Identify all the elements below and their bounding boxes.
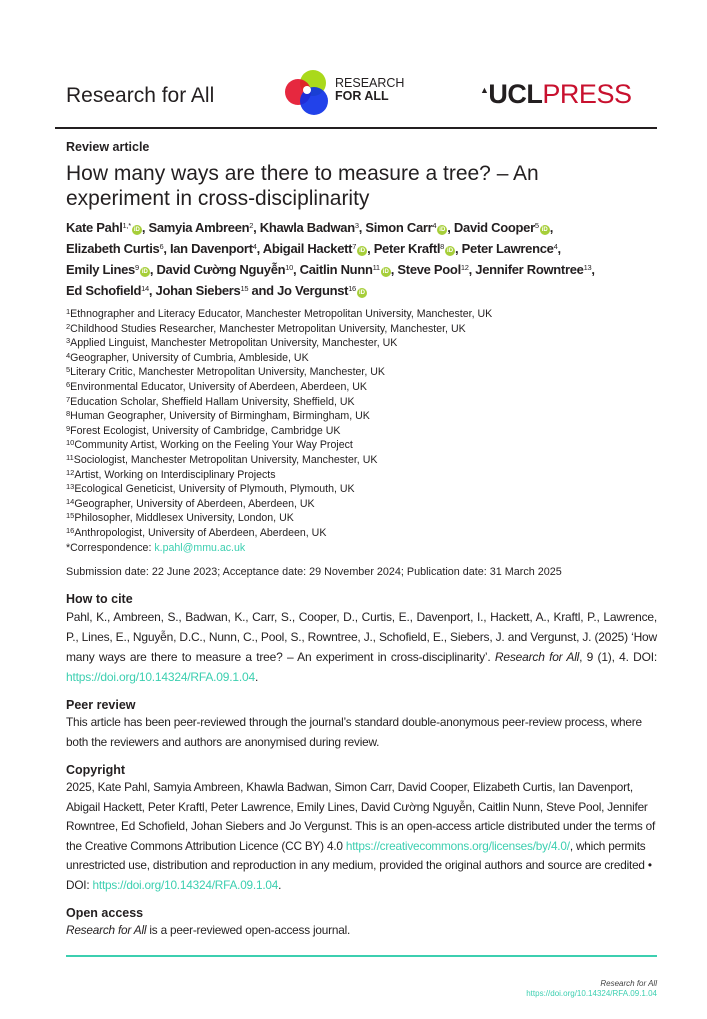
publication-dates: Submission date: 22 June 2023; Acceptance date: 29 November 2024; Publication date: 31 March 2025 xyxy=(66,566,562,579)
author-name: Steve Pool xyxy=(397,262,461,277)
affiliation xyxy=(66,424,657,439)
affiliation-number: 13 xyxy=(66,482,75,492)
peer-review-text: This article has been peer-reviewed through the journal’s standard double-anonymous peer-review process, where both the reviewers and authors are anonymised during review. xyxy=(66,715,642,749)
open-access-body: is a peer-reviewed open-access journal. xyxy=(146,923,351,938)
author-name: Elizabeth Curtis xyxy=(66,241,160,256)
affiliation-number: 4 xyxy=(66,350,71,360)
open-access-journal: Research for All xyxy=(66,923,147,938)
affiliation xyxy=(66,322,657,337)
author-name: Ed Schofield xyxy=(66,283,142,298)
author-affiliation-number: 12 xyxy=(460,263,469,272)
affiliation-list xyxy=(66,307,657,555)
affiliation-number: 7 xyxy=(66,394,71,404)
affiliation xyxy=(66,380,657,395)
author-affiliation-number: 13 xyxy=(583,263,592,272)
author-name: David Cường Nguyễn xyxy=(156,262,286,277)
author-affiliation-number: 4 xyxy=(553,242,558,251)
citation-journal: Research for All xyxy=(494,650,580,665)
affiliation-number: 14 xyxy=(66,496,75,506)
affiliation-number: 5 xyxy=(66,365,71,375)
affiliation xyxy=(66,511,657,526)
author-affiliation-number: 6 xyxy=(159,242,164,251)
author-affiliation-number: 7 xyxy=(352,242,357,251)
affiliation-number: 11 xyxy=(66,452,74,462)
affiliation xyxy=(66,409,657,424)
affiliation-number: 12 xyxy=(66,467,75,477)
citation-volume: , 9 (1), 4. DOI: xyxy=(579,650,657,665)
orcid-icon[interactable]: iD xyxy=(447,248,454,254)
footer-divider xyxy=(66,955,657,957)
affiliation-text: Ethnographer and Literacy Educator, Manchester Metropolitan University, Manchester, UK xyxy=(70,308,493,320)
affiliation-number: 2 xyxy=(66,321,71,331)
affiliation-text: Artist, Working on Interdisciplinary Projects xyxy=(74,468,276,481)
affiliation xyxy=(66,453,657,468)
correspondence xyxy=(66,541,657,556)
ucl-dome-icon: ▲ xyxy=(480,85,489,95)
journal-name: Research for All xyxy=(66,84,215,107)
author-name: Kate Pahl xyxy=(66,220,123,235)
how-to-cite-heading: How to cite xyxy=(66,592,133,607)
affiliation-text: Education Scholar, Sheffield Hallam University, Sheffield, UK xyxy=(70,395,355,408)
author xyxy=(475,262,591,277)
affiliation-text: Human Geographer, University of Birmingham, Birmingham, UK xyxy=(70,410,370,423)
affiliation xyxy=(66,482,657,497)
author xyxy=(454,220,550,235)
author-name: Peter Lawrence xyxy=(461,241,554,256)
footer-journal: Research for All xyxy=(600,978,657,988)
author-affiliation-number: 3 xyxy=(354,221,359,230)
author xyxy=(263,241,367,256)
copyright-body-2: , which permits unrestricted use, distribution and reproduction in any medium, provided the original authors and source are credited • DOI: xyxy=(66,838,652,892)
citation-text xyxy=(66,607,657,687)
author-name: Johan Siebers xyxy=(155,283,241,298)
author xyxy=(148,220,253,235)
author-affiliation-number: 5 xyxy=(534,221,539,230)
correspondence-email-link[interactable]: k.pahl@mmu.ac.uk xyxy=(154,541,246,554)
author-name: Peter Kraftl xyxy=(373,241,441,256)
how-to-cite-section xyxy=(66,591,657,687)
author-name: Caitlin Nunn xyxy=(299,262,373,277)
citation-end: . xyxy=(254,670,259,685)
author-affiliation-number: 8 xyxy=(440,242,445,251)
author-affiliation-number: 4 xyxy=(432,221,437,230)
copyright-doi-link[interactable]: https://doi.org/10.14324/RFA.09.1.04 xyxy=(92,877,279,892)
author xyxy=(260,220,359,235)
open-access-text xyxy=(66,921,657,941)
affiliation xyxy=(66,497,657,512)
author xyxy=(156,262,293,277)
press-text: PRESS xyxy=(542,79,632,109)
article-title: How many ways are there to measure a tree? – An experiment in cross-disciplinarity xyxy=(66,162,539,210)
page-footer xyxy=(66,979,657,999)
affiliation xyxy=(66,468,657,483)
affiliation xyxy=(66,395,657,410)
copyright-section xyxy=(66,762,657,895)
author-name: Abigail Hackett xyxy=(262,241,353,256)
author-name: Khawla Badwan xyxy=(259,220,355,235)
copyright-heading: Copyright xyxy=(66,763,126,778)
affiliation-text: Environmental Educator, University of Aberdeen, Aberdeen, UK xyxy=(70,380,367,393)
orcid-icon[interactable]: iD xyxy=(382,269,389,275)
author xyxy=(66,283,149,298)
author-name: Ian Davenport xyxy=(169,241,253,256)
logo-line2: FOR ALL xyxy=(335,89,389,103)
affiliation-text: Sociologist, Manchester Metropolitan University, Manchester, UK xyxy=(73,453,378,466)
affiliation xyxy=(66,365,657,380)
affiliation-text: Forest Ecologist, University of Cambridge, Cambridge UK xyxy=(70,424,341,437)
author-affiliation-number: 1,* xyxy=(122,221,131,230)
orcid-icon[interactable]: iD xyxy=(439,227,446,233)
orcid-icon[interactable]: iD xyxy=(359,248,366,254)
author-affiliation-number: 15 xyxy=(240,284,249,293)
affiliation-text: Applied Linguist, Manchester Metropolitan University, Manchester, UK xyxy=(70,337,398,350)
author-affiliation-number: 2 xyxy=(249,221,254,230)
author-affiliation-number: 11 xyxy=(372,263,380,272)
peer-review-section xyxy=(66,697,657,752)
affiliation xyxy=(66,336,657,351)
affiliation-text: Anthropologist, University of Aberdeen, Aberdeen, UK xyxy=(74,526,327,539)
affiliation-number: 16 xyxy=(66,525,75,535)
author xyxy=(462,241,558,256)
author xyxy=(365,220,447,235)
author-name: Samyia Ambreen xyxy=(148,220,250,235)
author-name: David Cooper xyxy=(453,220,535,235)
affiliation xyxy=(66,438,657,453)
author xyxy=(300,262,391,277)
affiliation xyxy=(66,526,657,541)
affiliation-text: Philosopher, Middlesex University, London, UK xyxy=(74,512,294,525)
author xyxy=(156,283,249,298)
ucl-text: UCL xyxy=(488,79,543,109)
citation-doi-link[interactable]: https://doi.org/10.14324/RFA.09.1.04 xyxy=(66,670,255,685)
affiliation-text: Childhood Studies Researcher, Manchester Metropolitan University, Manchester, UK xyxy=(70,322,466,335)
copyright-end: . xyxy=(278,877,282,892)
author xyxy=(170,241,257,256)
affiliation-number: 3 xyxy=(66,336,71,346)
affiliation-number: 15 xyxy=(66,511,75,521)
author xyxy=(277,283,367,298)
author-affiliation-number: 10 xyxy=(285,263,294,272)
author-affiliation-number: 9 xyxy=(134,263,139,272)
logo-line1: RESEARCH xyxy=(335,76,405,90)
peer-review-heading: Peer review xyxy=(66,698,136,713)
affiliation-text: Community Artist, Working on the Feeling Your Way Project xyxy=(74,439,353,452)
orcid-icon[interactable]: iD xyxy=(133,227,140,233)
article-front-matter xyxy=(66,0,657,1019)
citation-body: Pahl, K., Ambreen, S., Badwan, K., Carr, S., Cooper, D., Curtis, E., Davenport, I., Hackett, A., Kraftl, P., Lawrence, P., Lines, E., Nguyễn, D.C., Nunn, C., Pool, S., Rowntree, J., Schofield, E., Siebers, J. and Vergunst, J. (2025) ‘How many ways are there to measure a tree? – An experiment in cross-disciplinarity’. xyxy=(66,610,657,665)
copyright-text xyxy=(66,778,657,895)
author xyxy=(374,241,455,256)
author-name: Jennifer Rowntree xyxy=(475,262,584,277)
orcid-icon[interactable]: iD xyxy=(141,269,148,275)
copyright-body: 2025, Kate Pahl, Samyia Ambreen, Khawla Badwan, Simon Carr, David Cooper, Elizabeth Curtis, Ian Davenport, Abigail Hackett, Peter Kraftl, Peter Lawrence, Emily Lines, David Cường Nguyễn, Caitlin Nunn, Steve Pool, Jennifer Rowntree, Ed Schofield, Johan Siebers and Jo Vergunst. This is an open-access article distributed under the terms of the Creative Commons Attribution Licence (CC BY) 4.0 xyxy=(66,780,656,853)
affiliation-number: 10 xyxy=(66,438,75,448)
affiliation-text: Ecological Geneticist, University of Plymouth, Plymouth, UK xyxy=(74,483,355,496)
affiliation-number: 9 xyxy=(66,423,71,433)
author-list: Kate Pahl$^{1,*}$ iD , Samyia Ambreen$^2$, Khawla Badwan$^3$, Simon Carr$^4$ iD , David Cooper$^5$ iD , Elizabeth Curtis$^6$, Ian Davenport$^4$, Abigail Hackett$^7$ iD , Peter Kraftl$^8$ iD , Peter Lawrence$^4$, Emily Lines$^9$ iD , David Cường Nguyễn$^{10}$, Caitlin Nunn$^{11}$ iD , Steve Pool$^{12}$, Jennifer Rowntree$^{13}$, Ed Schofield$^{14}$, Johan Siebers$^{15}$ and Jo Vergunst$^{16}$ iD xyxy=(66,220,595,298)
author-name: Emily Lines xyxy=(66,262,135,277)
author xyxy=(397,262,468,277)
author-name: Jo Vergunst xyxy=(277,283,349,298)
affiliation-number: 1 xyxy=(66,307,71,316)
author-name: Simon Carr xyxy=(365,220,433,235)
affiliation xyxy=(66,307,657,322)
affiliation-text: Geographer, University of Aberdeen, Aberdeen, UK xyxy=(74,497,315,510)
license-link[interactable]: https://creativecommons.org/licenses/by/4.0/ xyxy=(345,838,570,853)
open-access-section xyxy=(66,905,657,941)
orcid-icon[interactable]: iD xyxy=(541,227,548,233)
author-affiliation-number: 4 xyxy=(252,242,257,251)
affiliation xyxy=(66,351,657,366)
open-access-heading: Open access xyxy=(66,906,144,921)
affiliation-number: 8 xyxy=(66,409,71,419)
affiliation-text: Literary Critic, Manchester Metropolitan University, Manchester, UK xyxy=(70,366,385,379)
author-affiliation-number: 14 xyxy=(141,284,149,293)
author-affiliation-number: 16 xyxy=(348,284,356,293)
affiliation-text: Geographer, University of Cumbria, Ambleside, UK xyxy=(70,351,309,364)
orcid-icon[interactable]: iD xyxy=(358,290,365,296)
author xyxy=(66,262,150,277)
correspondence-label: *Correspondence: xyxy=(66,541,155,554)
article-type: Review article xyxy=(66,140,150,154)
footer-doi-link[interactable]: https://doi.org/10.14324/RFA.09.1.04 xyxy=(526,988,657,998)
author xyxy=(66,241,163,256)
author xyxy=(66,220,142,235)
affiliation-number: 6 xyxy=(66,379,71,389)
